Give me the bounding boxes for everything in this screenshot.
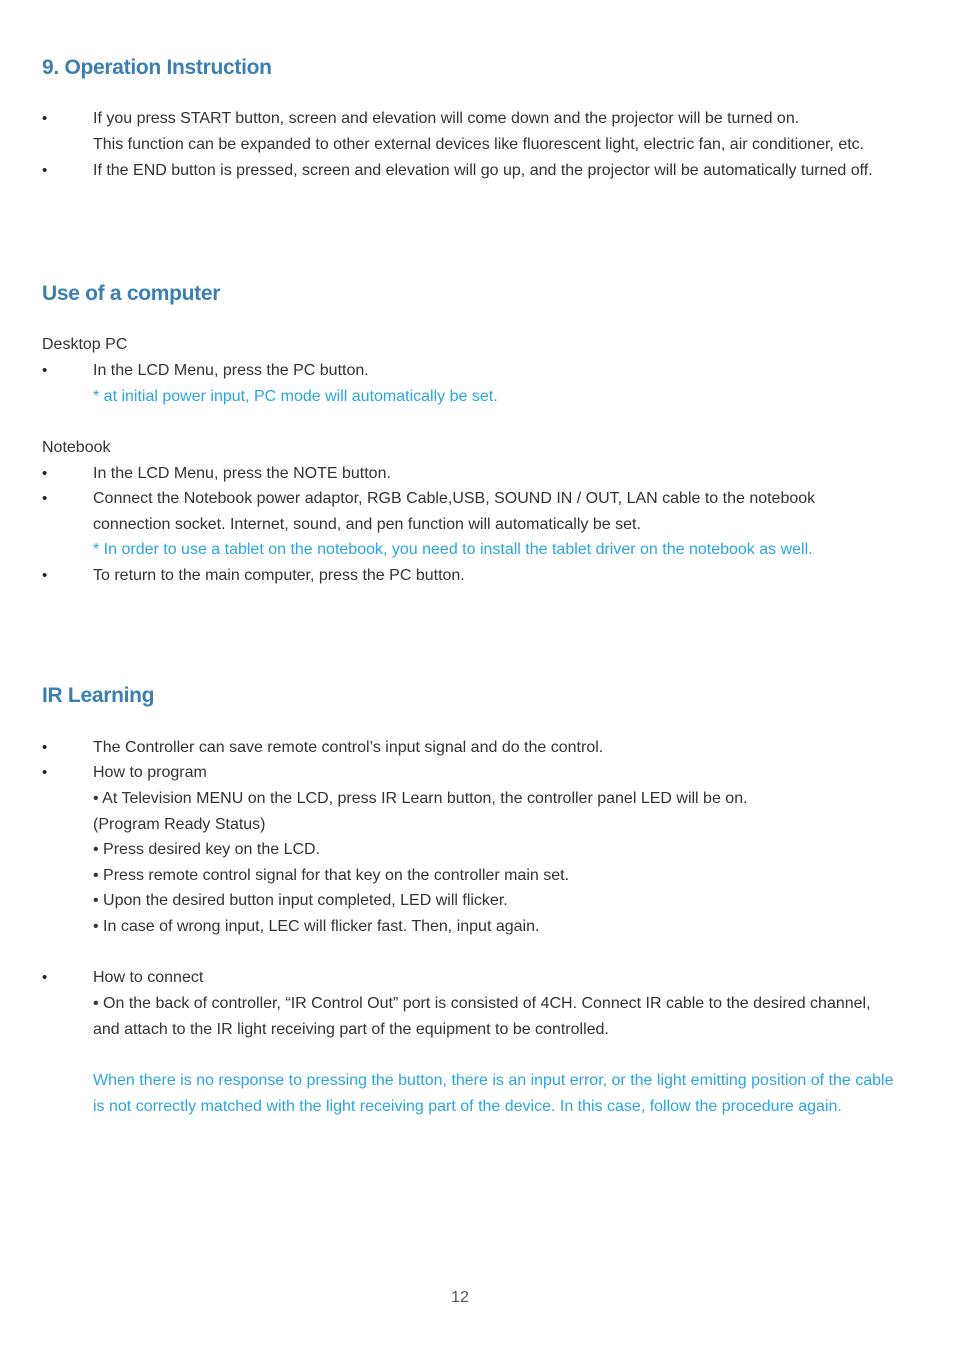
program-step: • Press desired key on the LCD.: [93, 841, 321, 858]
connect-step: and attach to the IR light receiving part of the equipment to be controlled.: [93, 1021, 609, 1038]
paragraph: To return to the main computer, press the PC button.: [93, 567, 465, 584]
bullet: •: [42, 465, 48, 482]
subheading-notebook: Notebook: [42, 439, 111, 456]
section-title-computer: Use of a computer: [42, 282, 221, 305]
paragraph: In the LCD Menu, press the NOTE button.: [93, 465, 391, 482]
program-step: • In case of wrong input, LEC will flicker fast. Then, input again.: [93, 918, 540, 935]
bullet: •: [42, 362, 48, 379]
note-text: is not correctly matched with the light receiving part of the device. In this case, follow the procedure again.: [93, 1098, 842, 1115]
section-title-operation: 9. Operation Instruction: [42, 56, 272, 79]
bullet: •: [42, 764, 48, 781]
section-title-ir-learning: IR Learning: [42, 684, 155, 707]
paragraph: The Controller can save remote control’s input signal and do the control.: [93, 739, 604, 756]
paragraph: connection socket. Internet, sound, and pen function will automatically be set.: [93, 516, 641, 533]
connect-step: • On the back of controller, “IR Control Out” port is consisted of 4CH. Connect IR cable to the desired channel,: [93, 995, 871, 1012]
paragraph: This function can be expanded to other external devices like fluorescent light, electric fan, air conditioner, etc.: [93, 136, 865, 153]
program-step: • Upon the desired button input completed, LED will flicker.: [93, 892, 508, 909]
note-text: When there is no response to pressing the button, there is an input error, or the light emitting position of the cable: [93, 1072, 894, 1089]
bullet: •: [42, 162, 48, 179]
paragraph: If you press START button, screen and elevation will come down and the projector will be turned on.: [93, 110, 800, 127]
bullet: •: [42, 110, 48, 127]
paragraph: Connect the Notebook power adaptor, RGB Cable,USB, SOUND IN / OUT, LAN cable to the notebook: [93, 490, 816, 507]
bullet: •: [42, 969, 48, 986]
paragraph: If the END button is pressed, screen and elevation will go up, and the projector will be automatically turned off.: [93, 162, 873, 179]
page-number: 12: [451, 1289, 469, 1306]
program-step: • Press remote control signal for that key on the controller main set.: [93, 867, 570, 884]
paragraph: In the LCD Menu, press the PC button.: [93, 362, 369, 379]
bullet: •: [42, 567, 48, 584]
note-text: * In order to use a tablet on the notebook, you need to install the tablet driver on the notebook as well.: [93, 541, 813, 558]
note-text: * at initial power input, PC mode will automatically be set.: [93, 388, 498, 405]
paragraph: How to program: [93, 764, 207, 781]
program-step: • At Television MENU on the LCD, press IR Learn button, the controller panel LED will be on.: [93, 790, 748, 807]
subheading-desktop: Desktop PC: [42, 336, 128, 353]
bullet: •: [42, 490, 48, 507]
program-step: (Program Ready Status): [93, 816, 266, 833]
bullet: •: [42, 739, 48, 756]
paragraph: How to connect: [93, 969, 204, 986]
